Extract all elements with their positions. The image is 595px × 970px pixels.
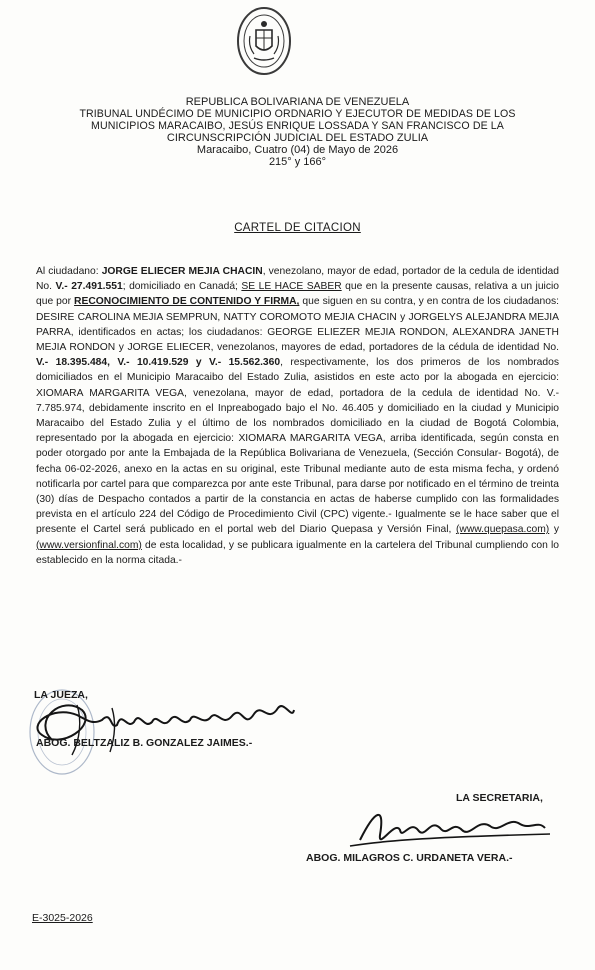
document-body [36,264,559,568]
judge-name: ABOG. BELTZALIZ B. GONZALEZ JAIMES.- [36,737,253,749]
body-bold: V.- 18.395.484, V.- 10.419.529 y V.- 15.562.360 [36,357,281,369]
body-bold: JORGE ELIECER MEJIA CHACIN [101,266,263,277]
secretary-label: LA SECRETARIA, [456,792,543,804]
body-text: que en la presente causas, relativa a un juicio que por [36,281,559,308]
body-underlined: SE LE HACE SABER [241,281,342,293]
header-line-4: CIRCUNSCRIPCIÓN JUDICIAL DEL ESTADO ZULIA [166,132,429,144]
body-text: y [549,524,559,536]
secretary-signature-icon [340,800,560,860]
file-code: E-3025-2026 [32,912,93,924]
body-text: , respectivamente, los dos primeros de los nombrados domiciliados en el Municipio Maracaibo del Estado Zulia, asistidos en este acto por la abogada en ejercicio: XIOMARA MARGARITA VEGA, venezolana, mayor de edad, portadora de la cedula de identidad No. V.- 7.785.974, debidamente inscrito en el Inpreabogado bajo el No. 46.405 y domiciliado en la ciudad y Municipio Maracaibo del Estado Zulia y el último de los nombrados domiciliado en la ciudad de Bogotá Colombia, representado por la abogada en ejercicio: XIOMARA MARGARITA VEGA, arriba identificada, según consta en poder otorgado por ante la Embajada de la República Bolivariana de Venezuela, (Sección Consular- Bogotá), de fecha 06-02-2026, anexo en la actas en su original, este Tribunal mediante auto de esta misma fecha, y ordenó notificarla por cartel para que comparezca por ante este Tribunal, para darse por notificado en el término de treinta (30) días de Despacho contados a partir de la constancia en actas de haberse cumplido con las formalidades prevista en el artículo 224 del Código de Procedimiento Civil (CPC) vigente.- Igualmente se le hace saber que el presente el Cartel será publicado en el portal web del Diario Quepasa y Versión Final, [36,357,559,536]
quepasa-link: (www.quepasa.com) [455,524,550,536]
body-text: , venezolano, mayor de edad, portador de la cedula de identidad No. [36,266,560,293]
body-text: ; domiciliado en Canadá; [122,281,242,293]
header-line-3: MUNICIPIOS MARACAIBO, JESÚS ENRIQUE LOSSADA Y SAN FRANCISCO DE LA [91,120,504,132]
body-bold: V.- 27.491.551 [55,281,123,293]
header-line-5: Maracaibo, Cuatro (04) de Mayo de 2026 [196,144,399,156]
body-text: de esta localidad, y se publicara igualmente en la cartelera del Tribunal cumpliendo con lo establecido en la norma citada.- [36,539,559,566]
body-bold: RECONOCIMIENTO DE CONTENIDO Y FIRMA, [74,296,300,308]
header-line-1: REPUBLICA BOLIVARIANA DE VENEZUELA [185,96,410,108]
body-text: Al ciudadano: [36,266,102,277]
versionfinal-link: (www.versionfinal.com) [36,539,142,551]
judge-label: LA JUEZA, [34,689,88,701]
coat-of-arms-seal-icon [236,6,292,76]
body-text: que siguen en su contra, y en contra de los ciudadanos: DESIRE CAROLINA MEJIA SEMPRUN, NATTY COROMOTO MEJIA CHACIN y JORGELYS ALEJANDRA MEJIA PARRA, identificados en actas; los ciudadanos: GEORGE ELIEZER MEJIA RONDON, ALEXANDRA JANETH MEJIA RONDON y JORGE ELIECER, venezolanos, mayores de edad, portadores de la cédula de identidad No. [36,296,559,354]
header-line-6: 215° y 166° [268,156,327,168]
header-line-2: TRIBUNAL UNDÉCIMO DE MUNICIPIO ORDNARIO Y EJECUTOR DE MEDIDAS DE LOS [79,108,516,120]
document-header [28,96,567,168]
secretary-name: ABOG. MILAGROS C. URDANETA VERA.- [306,852,513,864]
document-title: CARTEL DE CITACION [234,222,361,234]
